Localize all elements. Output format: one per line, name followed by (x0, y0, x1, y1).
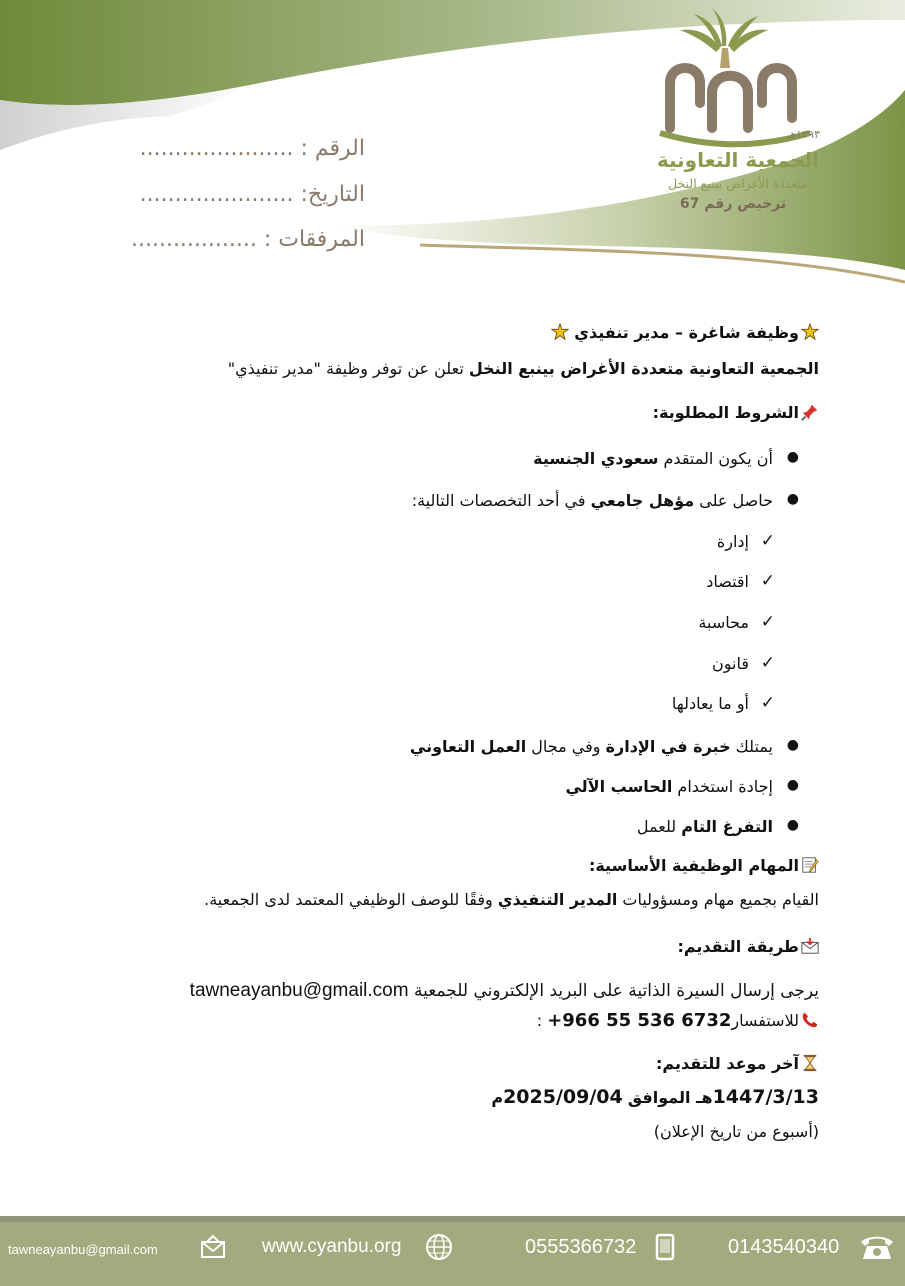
job-title: وظيفة شاغرة – مدير تنفيذي (549, 323, 819, 342)
apply-heading: طريقة التقديم: (677, 937, 819, 956)
check-icon: ✓ (760, 571, 775, 591)
duties-text: القيام بجميع مهام ومسؤوليات المدير التنفيذي وفقًا للوصف الوظيفي المعتمد لدى الجمعية. (204, 890, 819, 909)
globe-icon (424, 1232, 454, 1262)
pushpin-icon (801, 403, 819, 421)
requirement-item: ● يمتلك خبرة في الإدارة وفي مجال العمل التعاوني (409, 737, 799, 756)
check-icon: ✓ (760, 693, 775, 713)
apply-text: يرجى إرسال السيرة الذاتية على البريد الإلكتروني للجمعية tawneayanbu@gmail.com (189, 980, 819, 1001)
major-item: ✓ أو ما يعادلها (671, 693, 775, 713)
association-logo (650, 8, 820, 148)
major-item: ✓ اقتصاد (706, 571, 775, 591)
sparkle-star-icon (551, 323, 569, 341)
logo-year: ١٣٩٣هـ (787, 128, 820, 141)
memo-icon (801, 856, 819, 874)
requirements-heading: الشروط المطلوبة: (653, 403, 819, 422)
logo-title: الجمعية التعاونية (656, 148, 820, 172)
phone-icon (801, 1011, 819, 1029)
requirement-item: ● حاصل على مؤهل جامعي في أحد التخصصات التالية: (411, 491, 799, 510)
requirement-item: ● التفرغ التام للعمل (636, 817, 799, 836)
major-item: ✓ قانون (712, 653, 775, 673)
date-field: التاريخ: ...................... (139, 182, 365, 207)
major-item: ✓ إدارة (716, 531, 775, 551)
logo-license: ترخيص رقم 67 (679, 196, 787, 212)
mail-icon (198, 1232, 228, 1262)
footer-website[interactable]: www.cyanbu.org (262, 1236, 402, 1257)
inquiry-line: للاستفسار+966 55 536 6732 : (537, 1010, 819, 1031)
reference-number-field: الرقم : ...................... (139, 136, 365, 161)
footer-email[interactable]: tawneayanbu@gmail.com (8, 1242, 158, 1257)
check-icon: ✓ (760, 653, 775, 673)
intro-text: الجمعية التعاونية متعددة الأغراض بينبع النخل تعلن عن توفر وظيفة "مدير تنفيذي" (227, 359, 819, 378)
deadline-note: (أسبوع من تاريخ الإعلان) (653, 1122, 819, 1141)
telephone-icon (858, 1232, 896, 1262)
inquiry-phone[interactable]: +966 55 536 6732 (547, 1010, 732, 1031)
deadline-heading: آخر موعد للتقديم: (656, 1054, 819, 1073)
check-icon: ✓ (760, 531, 775, 551)
duties-heading: المهام الوظيفية الأساسية: (589, 856, 819, 875)
requirement-item: ● أن يكون المتقدم سعودي الجنسية (533, 449, 799, 468)
envelope-icon (801, 937, 819, 955)
footer-mobile[interactable]: 0555366732 (525, 1236, 637, 1258)
contact-email[interactable]: tawneayanbu@gmail.com (189, 980, 409, 1001)
deadline-dates: 1447/3/13هـ الموافق 2025/09/04م (491, 1086, 819, 1108)
mobile-phone-icon (650, 1232, 680, 1262)
hourglass-icon (801, 1054, 819, 1072)
footer-landline[interactable]: 0143540340 (728, 1236, 840, 1258)
requirement-item: ● إجادة استخدام الحاسب الآلي (565, 777, 799, 796)
check-icon: ✓ (760, 612, 775, 632)
major-item: ✓ محاسبة (698, 612, 775, 632)
sparkle-star-icon (801, 323, 819, 341)
logo-subtitle: متعددة الأغراض بينبع النخل (668, 176, 808, 191)
attachments-field: المرفقات : .................. (130, 227, 365, 252)
